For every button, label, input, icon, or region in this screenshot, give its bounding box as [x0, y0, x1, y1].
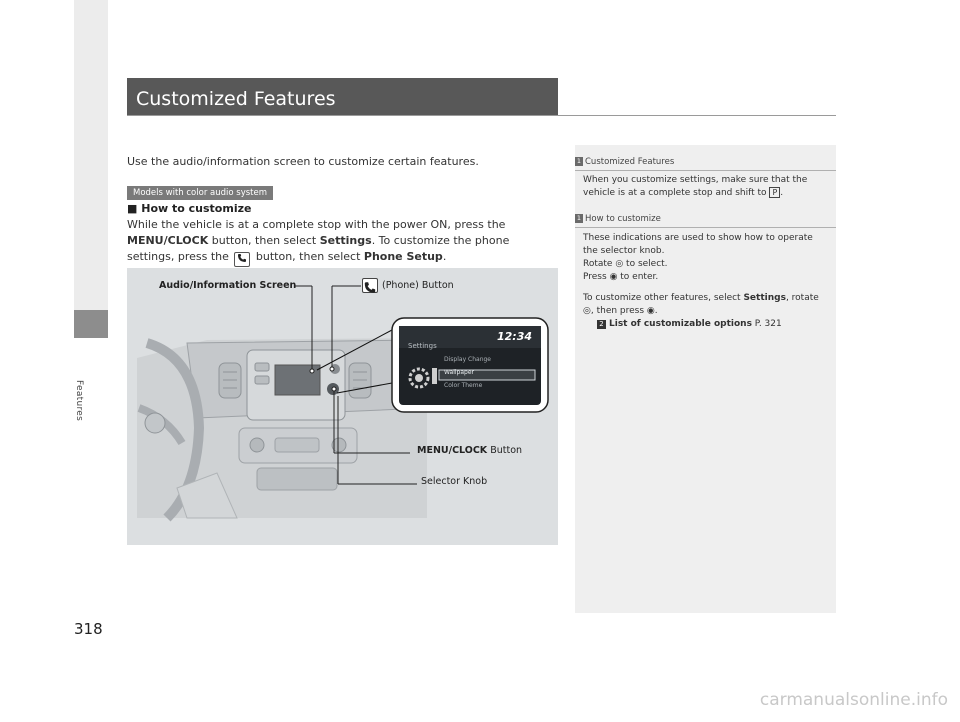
- note-text: Rotate: [583, 259, 616, 269]
- screen-item-1: Wallpaper: [444, 369, 475, 376]
- settings-term: Settings: [319, 234, 372, 247]
- rotate-knob-icon: ◎: [615, 259, 624, 269]
- label-selector-knob: Selector Knob: [421, 476, 488, 487]
- section-label: Features: [74, 380, 84, 422]
- para-text: While the vehicle is at a complete stop with the power ON, press the: [127, 218, 506, 231]
- screen-item-0: Display Change: [444, 356, 491, 363]
- rotate-knob-icon: ◎: [583, 306, 591, 316]
- phone-icon: [234, 252, 250, 267]
- label-menu-clock-bold: MENU/CLOCK: [417, 445, 488, 456]
- note-title-text: How to customize: [585, 214, 661, 224]
- dashboard-figure: [127, 268, 558, 545]
- note-customized-body: [583, 174, 828, 200]
- note-text: to select.: [623, 259, 668, 269]
- screen-item-2: Color Theme: [444, 382, 483, 389]
- side-tab: [74, 0, 108, 310]
- note-text: to enter.: [617, 272, 659, 282]
- note-divider: [575, 227, 836, 228]
- cross-reference[interactable]: [583, 318, 828, 331]
- title-divider: [127, 115, 836, 116]
- note-text: , rotate: [785, 293, 819, 303]
- section-heading: [127, 202, 251, 215]
- intro-text: Use the audio/information screen to customize certain features.: [127, 155, 479, 168]
- note-text: To customize other features, select: [583, 293, 744, 303]
- note-title-text: Customized Features: [585, 157, 675, 167]
- note-index-badge: 1: [576, 157, 582, 165]
- page-title: Customized Features: [136, 88, 336, 110]
- label-menu-clock: [417, 445, 522, 456]
- para-text: .: [442, 250, 447, 263]
- press-knob-icon: ◉: [609, 272, 618, 282]
- note-howto-body: [583, 232, 828, 331]
- screen-heading: Settings: [408, 342, 437, 350]
- model-badge: Models with color audio system: [127, 186, 273, 200]
- note-line: These indications are used to show how to operate the selector knob.: [583, 233, 813, 256]
- label-menu-clock-rest: Button: [487, 445, 523, 456]
- note-divider: [575, 170, 836, 171]
- note-text: Press: [583, 272, 610, 282]
- note-text: .: [654, 306, 658, 316]
- press-knob-icon: ◉: [646, 306, 655, 316]
- phone-setup-term: Phone Setup: [363, 250, 443, 263]
- para-text: . To customize the phone settings, press the: [127, 234, 510, 263]
- note-index-badge: 1: [576, 214, 582, 222]
- screen-clock: 12:34: [497, 330, 533, 343]
- note-text: When you customize settings, make sure that the vehicle is at a complete stop and shift to: [583, 175, 808, 198]
- note-customized-title: [575, 157, 674, 167]
- note-howto-title: [575, 214, 661, 224]
- heading-marker: ■: [127, 202, 138, 215]
- reference-link-text[interactable]: List of customizable options: [609, 319, 752, 329]
- para-text: button, then select: [208, 234, 320, 247]
- dashboard-illustration: [127, 268, 558, 545]
- reference-page: P. 321: [751, 319, 782, 329]
- heading-text: How to customize: [141, 202, 252, 215]
- label-phone-button: (Phone) Button: [382, 280, 454, 291]
- phone-button-icon: [362, 278, 378, 293]
- footer-watermark: carmanualsonline.info: [759, 690, 948, 710]
- label-audio-screen: Audio/Information Screen: [159, 280, 297, 291]
- reference-arrow-icon: 2: [597, 320, 606, 329]
- note-text: , then press: [590, 306, 647, 316]
- park-indicator: P: [769, 187, 780, 198]
- para-text: button, then select: [252, 250, 364, 263]
- note-text: .: [780, 188, 784, 198]
- side-tab-marker: [74, 310, 108, 338]
- how-to-paragraph: [127, 217, 559, 267]
- menu-clock-term: MENU/CLOCK: [127, 234, 209, 247]
- page-number: 318: [74, 620, 103, 638]
- settings-term: Settings: [743, 293, 786, 303]
